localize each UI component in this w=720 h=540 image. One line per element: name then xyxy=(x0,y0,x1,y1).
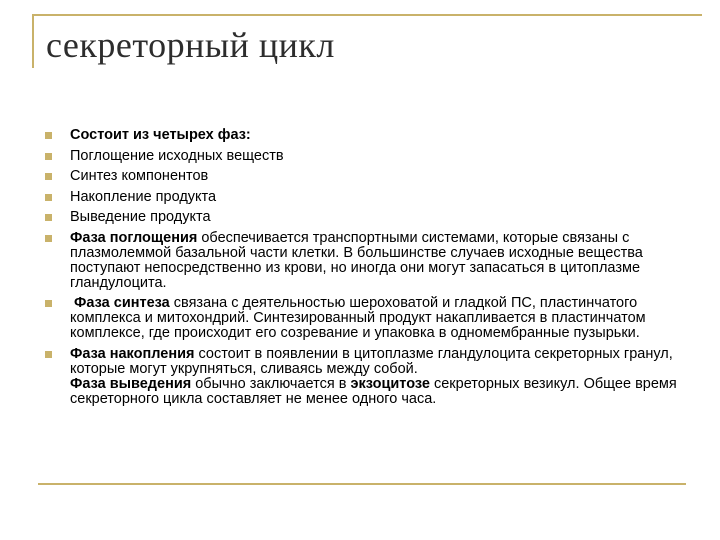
list-item xyxy=(40,149,690,164)
list-item xyxy=(40,210,690,225)
square-bullet-icon xyxy=(45,351,52,358)
bottom-divider xyxy=(38,483,686,485)
square-bullet-icon xyxy=(45,132,52,139)
square-bullet-icon xyxy=(45,235,52,242)
slide-title: секреторный цикл xyxy=(46,25,335,65)
item-text: обычно заключается в xyxy=(191,375,351,392)
list-item xyxy=(40,347,690,407)
list-item xyxy=(40,169,690,184)
square-bullet-icon xyxy=(45,194,52,201)
item-bold-text: Состоит из четырех фаз: xyxy=(70,127,251,143)
bullet-list xyxy=(40,128,690,412)
item-text: секреторных везикул. Общее время секреторного цикла составляет не менее одного часа. xyxy=(70,375,677,407)
square-bullet-icon xyxy=(45,173,52,180)
item-text: Синтез компонентов xyxy=(70,168,209,184)
item-text: обеспечивается транспортными системами, которые связаны с плазмолеммой базальной части клетки. В большинстве случаев исходные вещества поступают непосредственно из крови, но иногда они могут запасаться в цитоплазме гландулоцита. xyxy=(70,229,643,291)
square-bullet-icon xyxy=(45,214,52,221)
item-text: связана с деятельностью шероховатой и гладкой ПС, пластинчатого комплекса и митохондрий. Синтезированный продукт накапливается в пластинчатом комплексе, где происходит его созревание и упаковка в одномембранные пузырьки. xyxy=(70,295,646,341)
square-bullet-icon xyxy=(45,153,52,160)
item-bold-text: Фаза поглощения xyxy=(70,229,198,246)
item-text: состоит в появлении в цитоплазме гландулоцита секреторных гранул, которые могут укрупняться, сливаясь между собой. xyxy=(70,345,673,377)
item-text: Поглощение исходных веществ xyxy=(70,147,284,164)
item-bold-text: Фаза выведения xyxy=(70,375,192,392)
item-bold-text: Фаза синтеза xyxy=(74,295,170,311)
item-text: Выведение продукта xyxy=(70,209,211,225)
list-item xyxy=(40,296,690,341)
square-bullet-icon xyxy=(45,300,52,307)
item-bold-text: экзоцитозе xyxy=(350,375,430,392)
list-item xyxy=(40,231,690,291)
item-text: Накопление продукта xyxy=(70,188,217,205)
list-item xyxy=(40,190,690,205)
list-item xyxy=(40,128,690,143)
item-bold-text: Фаза накопления xyxy=(70,345,195,362)
